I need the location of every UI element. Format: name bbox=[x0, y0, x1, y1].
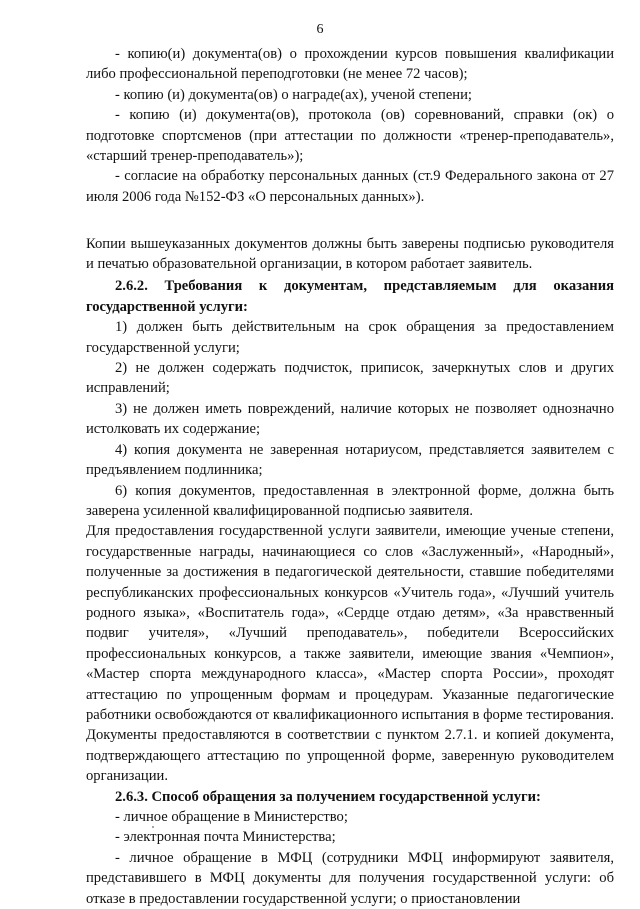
page-number: 6 bbox=[316, 22, 324, 37]
copies-note: Копии вышеуказанных документов должны быть заверены подписью руководителя и печатью образовательной организации, в котором работает заявитель. bbox=[86, 235, 614, 273]
document-body bbox=[86, 44, 614, 909]
list-item-courses: - копию(и) документа(ов) о прохождении курсов повышения квалификации либо профессиональной переподготовки (не менее 72 часов); bbox=[86, 46, 614, 83]
section-heading-2-6-2: 2.6.2. Требования к документам, представляемым для оказания государственной услуги: bbox=[86, 278, 614, 315]
list-item-competitions: - копию (и) документа(ов), протокола (ов) соревнований, справки (ок) о подготовке спортсменов (при аттестации по должности «тренер-преподаватель», «старший тренер-преподаватель»); bbox=[86, 107, 614, 165]
section-heading-2-6-3: 2.6.3. Способ обращения за получением государственной услуги: bbox=[115, 788, 541, 805]
requirement-item-3: 3) не должен иметь повреждений, наличие которых не позволяет однозначно истолковать их содержание; bbox=[86, 400, 614, 438]
list-item-consent: - согласие на обработку персональных данных (ст.9 Федерального закона от 27 июля 2006 года №152-ФЗ «О персональных данных»). bbox=[86, 168, 614, 205]
requirement-item-2: 2) не должен содержать подчисток, приписок, зачеркнутых слов и других исправлений; bbox=[86, 360, 614, 397]
scan-dot bbox=[152, 826, 154, 828]
list-item-awards: - копию (и) документа(ов) о награде(ах), ученой степени; bbox=[115, 86, 472, 103]
method-item-mfc: - личное обращение в МФЦ (сотрудники МФЦ информируют заявителя, представившего в МФЦ документы для получения государственной услуги: об отказе в предоставлении государственной услуги; о приостановлении bbox=[86, 849, 614, 907]
method-item-email: - электронная почта Министерства; bbox=[115, 829, 336, 846]
simplified-attestation-paragraph: Для предоставления государственной услуги заявители, имеющие ученые степени, государственные награды, начинающиеся со слов «Заслуженный», «Народный», полученные за достижения в педагогической деятельности, ставшие победителями республиканских профессиональных конкурсов «Учитель года», «Лучший учитель родного языка», «Воспитатель года», «Сердце отдаю детям», «За нравственный подвиг учителя», «Лучший преподаватель», победители Всероссийских профессиональных конкурсов, а также заявители, имеющие звания «Чемпион», «Мастер спорта международного класса», «Мастер спорта России», проходят аттестацию по упрощенным формам и процедурам. Указанные педагогические работники освобождаются от квалификационного испытания в форме тестирования. Документы предоставляются в соответствии с пунктом 2.7.1. и копией документа, подтверждающего аттестацию по упрощенной форме, заверенную руководителем организации. bbox=[86, 523, 614, 785]
requirement-item-4: 4) копия документа не заверенная нотариусом, представляется заявителем с предъявлением подлинника; bbox=[86, 441, 614, 479]
method-item-personal: - личное обращение в Министерство; bbox=[115, 809, 348, 826]
requirement-item-1: 1) должен быть действительным на срок обращения за предоставлением государственной услуги; bbox=[86, 319, 614, 356]
requirement-item-6: 6) копия документов, предоставленная в электронной форме, должна быть заверена усиленной квалифицированной подписью заявителя. bbox=[86, 482, 614, 519]
spacer bbox=[86, 207, 614, 227]
